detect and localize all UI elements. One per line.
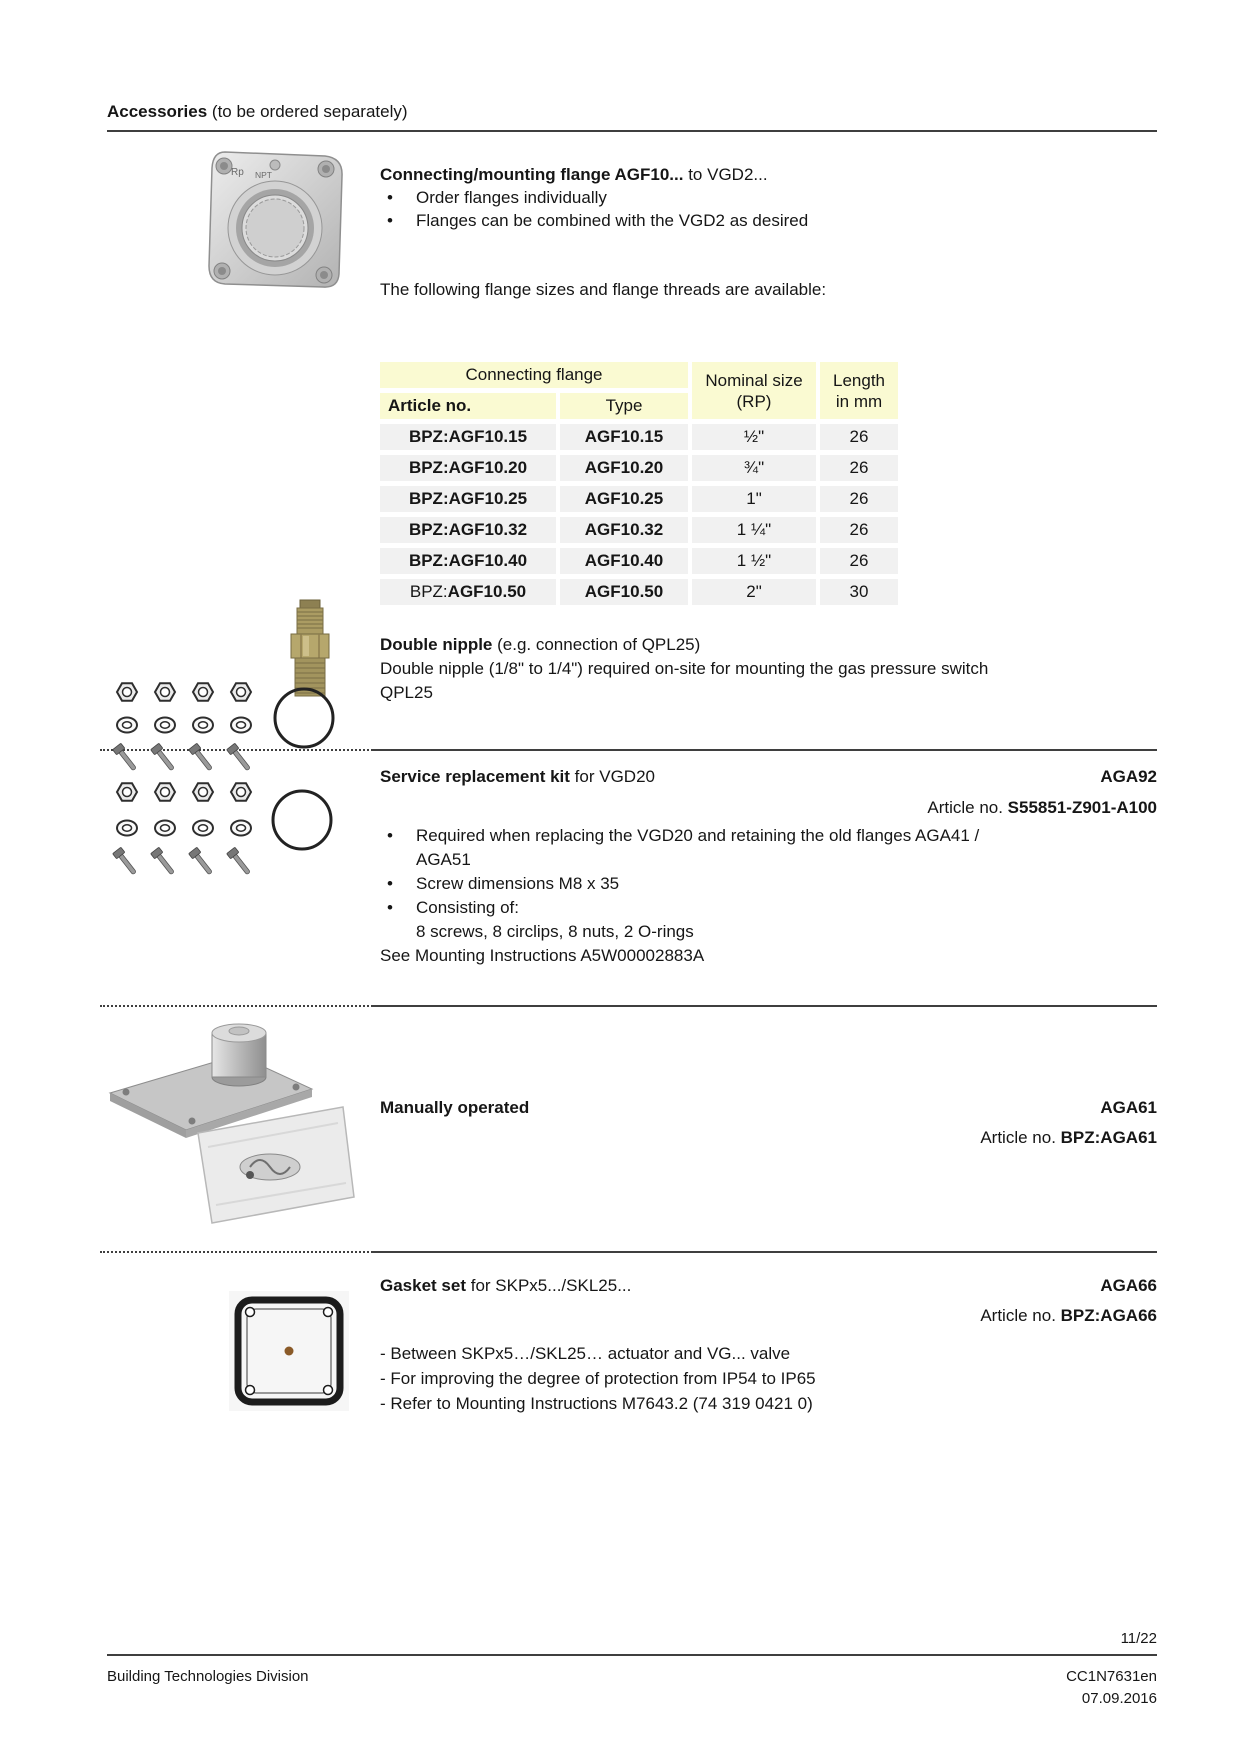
gasket-image [226,1288,352,1414]
footer-division: Building Technologies Division [107,1668,309,1685]
manual-code: AGA61 [1100,1098,1157,1117]
article-no-cell: BPZ:AGF10.25 [380,486,556,512]
length-cell: 26 [820,455,898,481]
flange-title-rest: to VGD2... [683,165,768,184]
flange-stamp-rp: Rp [231,167,244,178]
service-kit-title: Service replacement kit for VGD20 [380,767,655,786]
flange-intro: The following flange sizes and flange threads are available: [380,280,827,299]
length-cell: 26 [820,548,898,574]
manual-article: Article no. BPZ:AGA61 [980,1128,1157,1147]
gasket-section [380,1274,1157,1416]
flange-bullet-list [380,186,1080,232]
section-divider [373,1251,1157,1253]
nipple-body [380,657,1080,705]
heading-bold: Accessories [107,102,208,121]
type-cell: AGF10.25 [560,486,688,512]
article-no-cell: BPZ:AGF10.40 [380,548,556,574]
length-header: Length in mm [820,362,898,419]
flange-table-row [380,548,898,574]
nominal-size-header: Nominal size (RP) [692,362,816,419]
flange-image [205,148,345,292]
group-header-cell: Connecting flange [380,362,688,388]
type-cell: AGF10.15 [560,424,688,450]
article-no-cell: BPZ:AGF10.50 [380,579,556,605]
nominal-size-cell: 1" [692,486,816,512]
gasket-detail-line: - Refer to Mounting Instructions M7643.2 (74 319 0421 0) [380,1394,813,1413]
nipple-body-line: Double nipple (1/8" to 1/4") required on-site for mounting the gas pressure switch [380,659,989,678]
nominal-size-cell: 1 ¼" [692,517,816,543]
flange-table [376,357,902,610]
type-cell: AGF10.40 [560,548,688,574]
service-kit-article: Article no. S55851-Z901-A100 [927,798,1157,817]
service-kit-note: See Mounting Instructions A5W00002883A [380,946,705,965]
footer-doc-id: CC1N7631en [1066,1668,1157,1685]
nipple-section [380,633,1080,705]
section-divider [373,1005,1157,1007]
top-rule [107,130,1157,132]
gasket-detail-line: - For improving the degree of protection from IP54 to IP65 [380,1369,816,1388]
gasket-code: AGA66 [1100,1276,1157,1295]
gasket-detail-line: - Between SKPx5…/SKL25… actuator and VG... valve [380,1344,791,1363]
service-kit-bullet: • Consisting of: 8 screws, 8 circlips, 8 nuts, 2 O-rings [380,896,1157,944]
manual-actuator-image [100,1015,365,1240]
article-no-cell: BPZ:AGF10.32 [380,517,556,543]
flange-table-body [380,424,898,605]
service-kit-bullet: • Screw dimensions M8 x 35 [380,872,1157,896]
article-no-cell: BPZ:AGF10.15 [380,424,556,450]
flange-table-row [380,486,898,512]
section-divider [373,749,1157,751]
type-header: Type [560,393,688,419]
nipple-title-bold: Double nipple [380,635,493,654]
service-kit-image [105,678,340,883]
footer [107,1666,1157,1710]
nipple-title [380,633,1080,657]
gasket-article: Article no. BPZ:AGA66 [980,1306,1157,1325]
article-no-cell: BPZ:AGF10.20 [380,455,556,481]
page-number: 11/22 [1120,1630,1157,1647]
type-cell: AGF10.20 [560,455,688,481]
gasket-detail-lines [380,1341,1157,1416]
flange-title-bold: Connecting/mounting flange AGF10... [380,165,684,184]
footer-doc-info [1066,1666,1157,1710]
length-cell: 26 [820,486,898,512]
flange-section [380,163,1080,232]
section-divider-dotted [100,1251,373,1253]
flange-title [380,163,1080,186]
nominal-size-cell: 1 ½" [692,548,816,574]
flange-table-row [380,424,898,450]
accessories-heading [107,101,408,123]
table-header-row-1 [380,362,898,388]
service-kit-section [380,765,1157,968]
nipple-body-line: QPL25 [380,683,433,702]
flange-bullet: • Flanges can be combined with the VGD2 as desired [380,209,1080,232]
flange-table-row [380,517,898,543]
nominal-size-cell: ¾" [692,455,816,481]
service-kit-code: AGA92 [1100,767,1157,786]
type-cell: AGF10.50 [560,579,688,605]
footer-rule [107,1654,1157,1656]
flange-stamp-npt: NPT [255,170,272,180]
flange-table-row [380,455,898,481]
service-kit-bullet-list [380,824,1157,944]
nominal-size-cell: ½" [692,424,816,450]
footer-date: 07.09.2016 [1081,1690,1157,1707]
flange-bullet: • Order flanges individually [380,186,1080,209]
flange-table-row [380,579,898,605]
type-cell: AGF10.32 [560,517,688,543]
article-no-header: Article no. [380,393,556,419]
manual-section [380,1096,1157,1150]
service-kit-bullet: • Required when replacing the VGD20 and retaining the old flanges AGA41 / AGA51 [380,824,1157,872]
section-divider-dotted [100,1005,373,1007]
length-cell: 26 [820,424,898,450]
nipple-title-rest: (e.g. connection of QPL25) [492,635,701,654]
gasket-title: Gasket set for SKPx5.../SKL25... [380,1276,632,1295]
manual-title: Manually operated [380,1098,530,1117]
length-cell: 26 [820,517,898,543]
length-cell: 30 [820,579,898,605]
heading-rest: (to be ordered separately) [207,102,408,121]
nominal-size-cell: 2" [692,579,816,605]
